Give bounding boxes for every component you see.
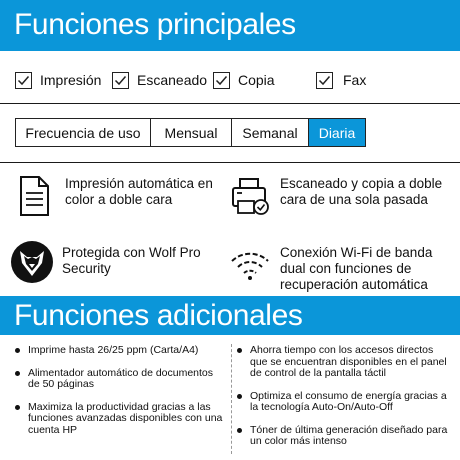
- function-label: Impresión: [40, 72, 102, 88]
- usage-option-mensual[interactable]: Mensual: [151, 119, 232, 146]
- feature-text: Impresión automática en color a doble cara: [65, 176, 213, 207]
- section-title: Funciones adicionales: [14, 299, 303, 332]
- list-item: Imprime hasta 26/25 ppm (Carta/A4): [14, 345, 226, 357]
- document-icon: [15, 176, 55, 216]
- feature-text: Escaneado y copia a doble cara de una sola pasada: [280, 176, 443, 207]
- feature-item: [230, 245, 455, 293]
- page-title: Funciones principales: [14, 8, 296, 41]
- bullet-list-left: [14, 345, 226, 447]
- list-item: Alimentador automático de documentos de 50 páginas: [14, 368, 226, 391]
- header-banner: [0, 0, 460, 51]
- printer-scan-icon: [230, 176, 270, 216]
- usage-option-diaria[interactable]: Diaria: [309, 119, 365, 146]
- checkbox-checked-icon[interactable]: [316, 72, 333, 89]
- wifi-icon: [230, 245, 270, 285]
- usage-frequency-selector: [15, 118, 366, 147]
- additional-banner: [0, 296, 460, 335]
- usage-frequency-label: Frecuencia de uso: [16, 119, 151, 146]
- checkbox-checked-icon[interactable]: [213, 72, 230, 89]
- function-item-copia[interactable]: [213, 68, 275, 92]
- function-item-fax[interactable]: [316, 68, 366, 92]
- divider: [0, 103, 460, 104]
- list-item: Maximiza la productividad gracias a las funciones avanzadas disponibles con una cuenta HP: [14, 402, 226, 437]
- column-divider: [231, 344, 232, 454]
- list-item: Ahorra tiempo con los accesos directos que se encuentran disponibles en el panel de control de la pantalla táctil: [236, 345, 450, 380]
- divider: [0, 162, 460, 163]
- function-item-escaneado[interactable]: [112, 68, 207, 92]
- list-item: Tóner de última generación diseñado para un color más intenso: [236, 425, 450, 448]
- function-label: Copia: [238, 72, 275, 88]
- checkbox-checked-icon[interactable]: [15, 72, 32, 89]
- wolf-shield-icon: [10, 240, 54, 284]
- feature-text: Conexión Wi-Fi de banda dual con funciones de recuperación automática: [280, 245, 433, 292]
- usage-option-semanal[interactable]: Semanal: [232, 119, 309, 146]
- feature-text: Protegida con Wolf Pro Security: [62, 245, 201, 276]
- function-label: Escaneado: [137, 72, 208, 88]
- feature-item: [230, 176, 455, 216]
- function-item-impresion[interactable]: [15, 68, 101, 92]
- list-item: Optimiza el consumo de energía gracias a la tecnología Auto-On/Auto-Off: [236, 391, 450, 414]
- feature-item: [15, 176, 225, 216]
- function-label: Fax: [343, 72, 367, 88]
- feature-item: [10, 240, 225, 284]
- checkbox-checked-icon[interactable]: [112, 72, 129, 89]
- function-list: [0, 68, 460, 92]
- bullet-list-right: [236, 345, 450, 459]
